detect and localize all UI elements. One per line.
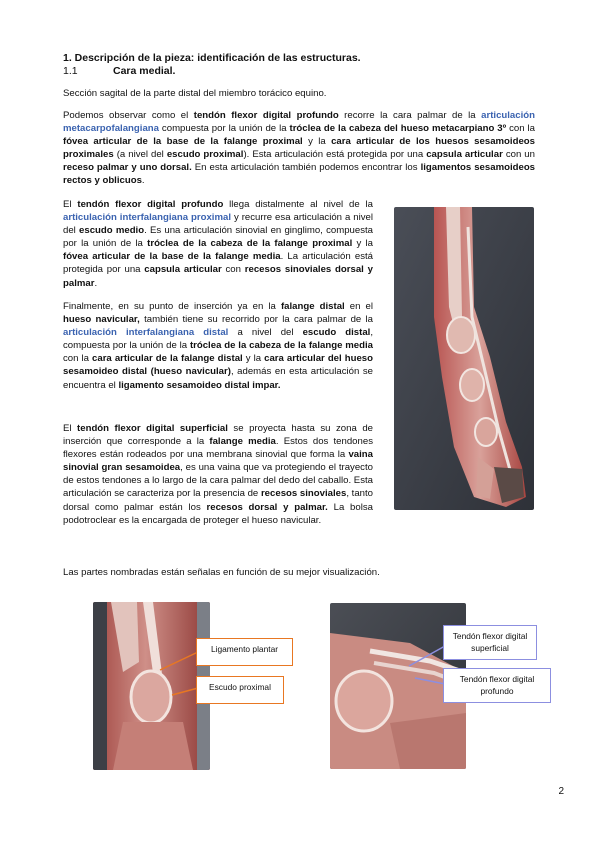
bold-term: vaina sinovial gran sesamoidea: [63, 449, 373, 474]
text-run: . Es una articulación sinovial en ginglimo, compuesta por la unión de la: [63, 225, 373, 250]
bold-term: recesos dorsal y palmar.: [206, 501, 328, 513]
text-run: El: [63, 199, 78, 210]
text-run: . La articulación está protegida por una: [63, 251, 373, 276]
text-run: a nivel del: [228, 327, 303, 339]
text-run: y la: [242, 353, 265, 365]
text-run: Podemos observar como el: [63, 110, 194, 121]
bold-term: ligamentos sesamoideos rectos y oblicuos: [63, 162, 536, 187]
bold-term: falange distal: [280, 301, 345, 312]
text-run: , compuesta por la unión de la: [63, 327, 374, 352]
callout-tendon-superficial: Tendón flexor digital superficial: [443, 625, 537, 660]
anatomy-link-text: articulación interfalangiana proximal: [63, 212, 231, 224]
text-run: La bolsa podotroclear es la encargada de proteger el hueso navicular.: [63, 501, 373, 526]
closing-text: Las partes nombradas están señalas en función de su mejor visualización.: [63, 567, 380, 578]
bold-term: escudo distal: [302, 327, 371, 339]
bold-term: ligamento sesamoideo distal impar.: [118, 379, 281, 391]
text-run: compuesta por la unión de la: [158, 123, 290, 135]
text-run: con un: [502, 149, 535, 161]
bold-term: cara articular de la falange distal: [92, 353, 243, 365]
paragraph-interfalangiana-proximal: [63, 198, 373, 290]
text-run: y la: [352, 238, 373, 250]
paragraph-flexor-superficial: [63, 422, 373, 527]
bold-term: capsula articular: [426, 149, 503, 161]
text-run: se proyecta hasta su zona de inserción que corresponde a la: [63, 423, 374, 448]
anatomy-link-text: articulación metacarpofalangiana: [63, 110, 535, 135]
bold-term: escudo proximal: [166, 149, 244, 161]
bold-term: tróclea de la cabeza de la falange media: [189, 340, 374, 352]
text-run: con la: [63, 353, 93, 365]
text-run: con: [221, 264, 245, 276]
callout-escudo-proximal: Escudo proximal: [196, 676, 284, 704]
sagittal-section-photo: [394, 207, 534, 510]
bold-term: cara articular de los huesos sesamoideos proximales: [63, 136, 535, 161]
text-run: , tanto dorsal como palmar están los: [63, 488, 373, 513]
bold-term: hueso navicular,: [63, 314, 140, 326]
bold-term: recesos sinoviales: [260, 488, 347, 500]
callout-ligamento-plantar: Ligamento plantar: [196, 638, 293, 666]
text-run: también tiene su recorrido por la cara palmar de la: [139, 314, 373, 326]
text-run: recorre la cara palmar de la: [338, 110, 482, 121]
text-run: llega distalmente al nivel de la: [223, 199, 373, 210]
subsection-heading: [63, 65, 175, 77]
bold-term: recesos sinoviales dorsal y palmar: [63, 264, 373, 289]
paragraph-metacarpofalangiana: [63, 109, 535, 188]
text-run: El: [63, 423, 78, 434]
text-run: En esta articulación también podemos encontrar los: [191, 162, 421, 174]
text-run: .: [141, 175, 145, 187]
text-run: , además en esta articulación se encuentra el: [63, 366, 373, 391]
bold-term: escudo medio: [79, 225, 145, 237]
subsection-title: Cara medial.: [113, 65, 176, 77]
bold-term: tróclea de la cabeza del hueso metacarpiano 3º: [289, 123, 507, 135]
callout-tendon-profundo: Tendón flexor digital profundo: [443, 668, 551, 703]
subsection-number: 1.1: [63, 65, 78, 77]
bold-term: receso palmar y uno dorsal.: [63, 162, 192, 174]
bold-term: tróclea de la cabeza de la falange proximal: [147, 238, 353, 250]
text-run: en el: [344, 301, 373, 312]
bold-term: tendón flexor digital superficial: [77, 423, 228, 434]
anatomy-link-text: articulación interfalangiana distal: [63, 327, 229, 339]
text-run: Finalmente, en su punto de inserción ya en la: [63, 301, 281, 312]
paragraph-interfalangiana-distal: [63, 300, 373, 392]
bold-term: tendón flexor digital profundo: [193, 110, 339, 121]
bold-term: cara articular del hueso sesamoideo distal (hueso navicular): [63, 353, 373, 378]
text-run: . Estos dos tendones flexores están rodeados por una membrana sinovial que forma la: [63, 436, 373, 461]
text-run: .: [94, 277, 98, 289]
bold-term: tendón flexor digital profundo: [77, 199, 224, 210]
text-run: con la: [506, 123, 535, 135]
text-run: , es una vaina que va protegiendo el trayecto de estos tendones a lo largo de la cara palmar del dedo del caballo. Esta articulación se caracteriza por la presencia de: [63, 462, 373, 500]
section-heading: 1. Descripción de la pieza: identificación de las estructuras.: [63, 52, 361, 64]
text-run: y recurre esa articulación a nivel del: [63, 212, 373, 237]
bold-term: falange media: [209, 436, 276, 448]
text-run: ). Esta articulación está protegida por una: [243, 149, 427, 161]
bold-term: fóvea articular de la base de la falange media: [63, 251, 281, 263]
page-number: 2: [558, 786, 564, 797]
text-run: y la: [302, 136, 332, 148]
text-run: (a nivel del: [113, 149, 167, 161]
bold-term: fóvea articular de la base de la falange proximal: [63, 136, 303, 148]
intro-text: Sección sagital de la parte distal del miembro torácico equino.: [63, 88, 327, 99]
bold-term: capsula articular: [144, 264, 222, 276]
